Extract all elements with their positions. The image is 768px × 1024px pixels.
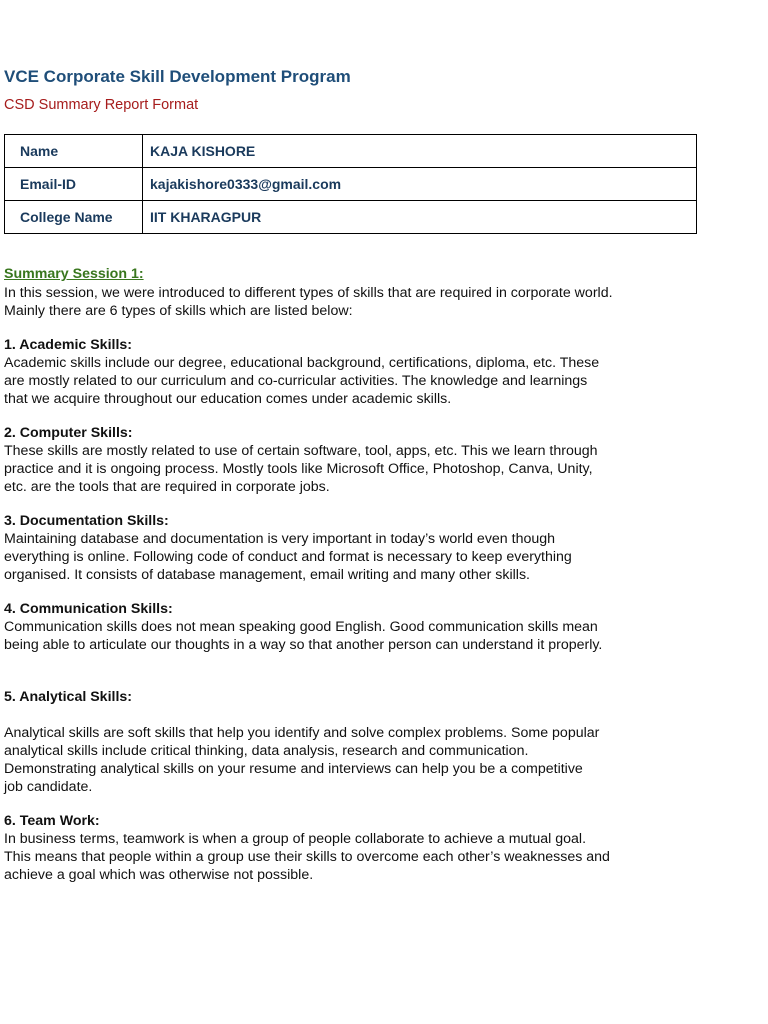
analytical-skills-heading: 5. Analytical Skills: [4, 689, 133, 705]
session-intro: In this session, we were introduced to different types of skills that are required in corporate world. Mainly there are 6 types of skills which are listed below: [4, 285, 613, 319]
table-row [5, 168, 697, 201]
computer-skills-heading: 2. Computer Skills: [4, 425, 133, 441]
document-subtitle: CSD Summary Report Format [4, 97, 199, 113]
team-work-heading: 6. Team Work: [4, 813, 100, 829]
academic-skills-heading: 1. Academic Skills: [4, 337, 133, 353]
computer-skills-text: These skills are mostly related to use of certain software, tool, apps, etc. This we learn through practice and it is ongoing process. Mostly tools like Microsoft Office, Photoshop, Canva, Unity, etc. are the tools that are required in corporate jobs. [4, 443, 598, 495]
communication-skills-heading: 4. Communication Skills: [4, 601, 173, 617]
document-title: VCE Corporate Skill Development Program [4, 67, 351, 86]
session-heading: Summary Session 1: [4, 266, 144, 282]
documentation-skills-heading: 3. Documentation Skills: [4, 513, 169, 529]
college-value: IIT KHARAGPUR [143, 201, 697, 234]
student-info-table [4, 134, 697, 234]
name-value: KAJA KISHORE [143, 135, 697, 168]
college-label: College Name [5, 201, 143, 234]
analytical-skills-text: Analytical skills are soft skills that help you identify and solve complex problems. Some popular analytical skills include critical thinking, data analysis, research and communication. Demonstrating analytical skills on your resume and interviews can help you be a competitive job candidate. [4, 725, 600, 795]
documentation-skills-text: Maintaining database and documentation is very important in today’s world even though everything is online. Following code of conduct and format is necessary to keep everything organised. It consists of database management, email writing and many other skills. [4, 531, 572, 583]
email-value: kajakishore0333@gmail.com [143, 168, 697, 201]
summary-body [4, 264, 704, 884]
email-label: Email-ID [5, 168, 143, 201]
team-work-text: In business terms, teamwork is when a group of people collaborate to achieve a mutual goal. This means that people within a group use their skills to overcome each other’s weaknesses and achieve a goal which was otherwise not possible. [4, 831, 610, 883]
table-row [5, 201, 697, 234]
communication-skills-text: Communication skills does not mean speaking good English. Good communication skills mean being able to articulate our thoughts in a way so that another person can understand it properly. [4, 619, 603, 653]
table-row [5, 135, 697, 168]
name-label: Name [5, 135, 143, 168]
academic-skills-text: Academic skills include our degree, educational background, certifications, diploma, etc. These are mostly related to our curriculum and co-curricular activities. The knowledge and learnings that we acquire throughout our education comes under academic skills. [4, 355, 600, 407]
